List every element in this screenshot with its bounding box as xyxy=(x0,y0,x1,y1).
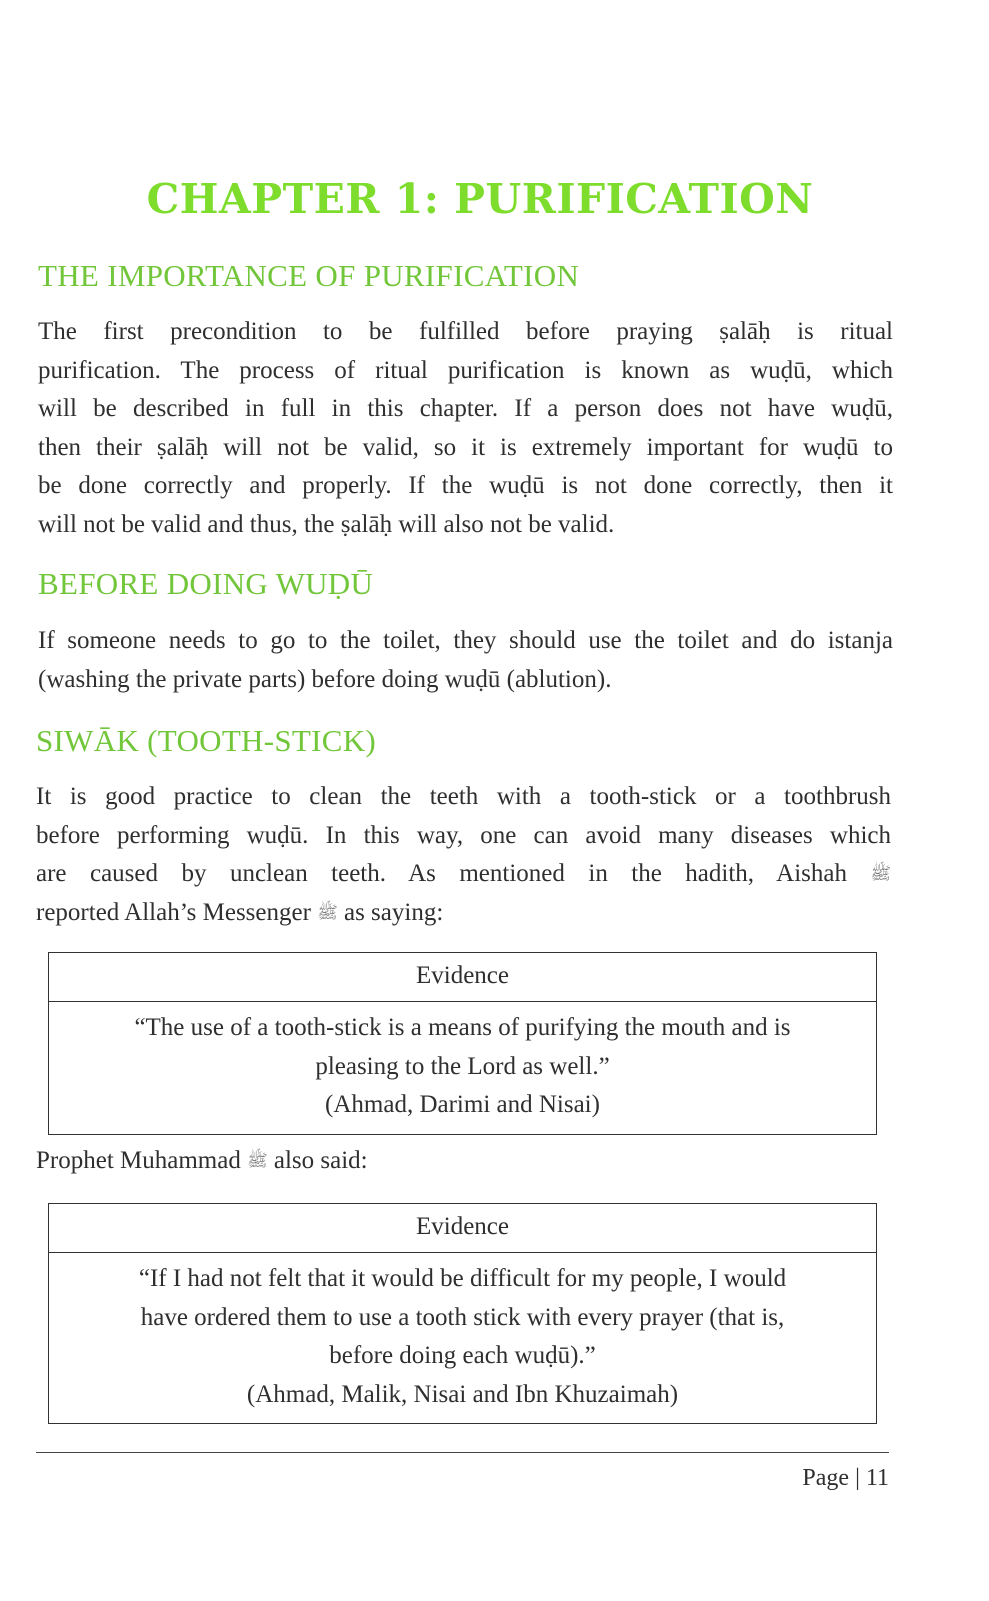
section-heading-importance: THE IMPORTANCE OF PURIFICATION xyxy=(38,258,580,293)
text-line: before performing wuḍū. In this way, one can avoid many diseases which xyxy=(36,821,891,849)
text-line: It is good practice to clean the teeth with a tooth-stick or a toothbrush xyxy=(36,783,891,810)
honorific-icon: ﷺ xyxy=(317,902,338,922)
text-line: If someone needs to go to the toilet, they should use the toilet and do istanja xyxy=(38,627,893,654)
quote-line: before doing each wuḍū).” xyxy=(329,1342,596,1370)
evidence-quote xyxy=(49,1002,876,1134)
text-line: be done correctly and properly. If the wuḍū is not done correctly, then it xyxy=(38,472,893,500)
footer-divider xyxy=(36,1452,889,1453)
honorific-icon: ﷺ xyxy=(247,1151,268,1170)
quote-line: “The use of a tooth-stick is a means of purifying the mouth and is xyxy=(134,1014,791,1041)
text-line: purification. The process of ritual purification is known as wuḍū, which xyxy=(38,356,893,384)
evidence-header: Evidence xyxy=(49,1204,876,1253)
quote-line: pleasing to the Lord as well.” xyxy=(315,1052,610,1080)
section-heading-siwak: SIWĀK (TOOTH-STICK) xyxy=(36,723,377,758)
evidence-quote xyxy=(49,1253,876,1423)
quote-line: have ordered them to use a tooth stick with every prayer (that is, xyxy=(140,1303,785,1331)
text-fragment: are caused by unclean teeth. As mentioned in the hadith, Aishah xyxy=(36,860,847,888)
honorific-female-icon: ﷺ xyxy=(870,864,891,884)
text-fragment: also said: xyxy=(273,1147,368,1174)
page-number: Page | 11 xyxy=(802,1465,889,1491)
text-line xyxy=(36,855,891,894)
evidence-header: Evidence xyxy=(49,953,876,1002)
section-heading-before-wudu: BEFORE DOING WUḌŪ xyxy=(38,566,374,601)
text-fragment: as saying: xyxy=(343,898,444,926)
paragraph-importance xyxy=(38,313,893,545)
text-line: The first precondition to be fulfilled before praying ṣalāḥ is ritual xyxy=(38,318,893,345)
prophet-statement-line xyxy=(36,1147,368,1175)
text-fragment: reported Allah’s Messenger xyxy=(36,898,311,926)
quote-line: “If I had not felt that it would be difficult for my people, I would xyxy=(138,1265,787,1292)
evidence-box-2 xyxy=(48,1203,877,1424)
text-line xyxy=(36,894,891,933)
quote-source: (Ahmad, Darimi and Nisai) xyxy=(325,1091,600,1119)
paragraph-siwak xyxy=(36,778,891,932)
text-line: then their ṣalāḥ will not be valid, so it is extremely important for wuḍū to xyxy=(38,433,893,461)
evidence-box-1 xyxy=(48,952,877,1135)
paragraph-before-wudu xyxy=(38,622,893,699)
text-line: (washing the private parts) before doing wuḍū (ablution). xyxy=(38,665,612,693)
text-fragment: Prophet Muhammad xyxy=(36,1147,241,1174)
chapter-title: CHAPTER 1: PURIFICATION xyxy=(146,175,814,223)
text-line: will not be valid and thus, the ṣalāḥ will also not be valid. xyxy=(38,510,615,538)
quote-source: (Ahmad, Malik, Nisai and Ibn Khuzaimah) xyxy=(246,1380,679,1408)
text-line: will be described in full in this chapter. If a person does not have wuḍū, xyxy=(38,395,893,423)
